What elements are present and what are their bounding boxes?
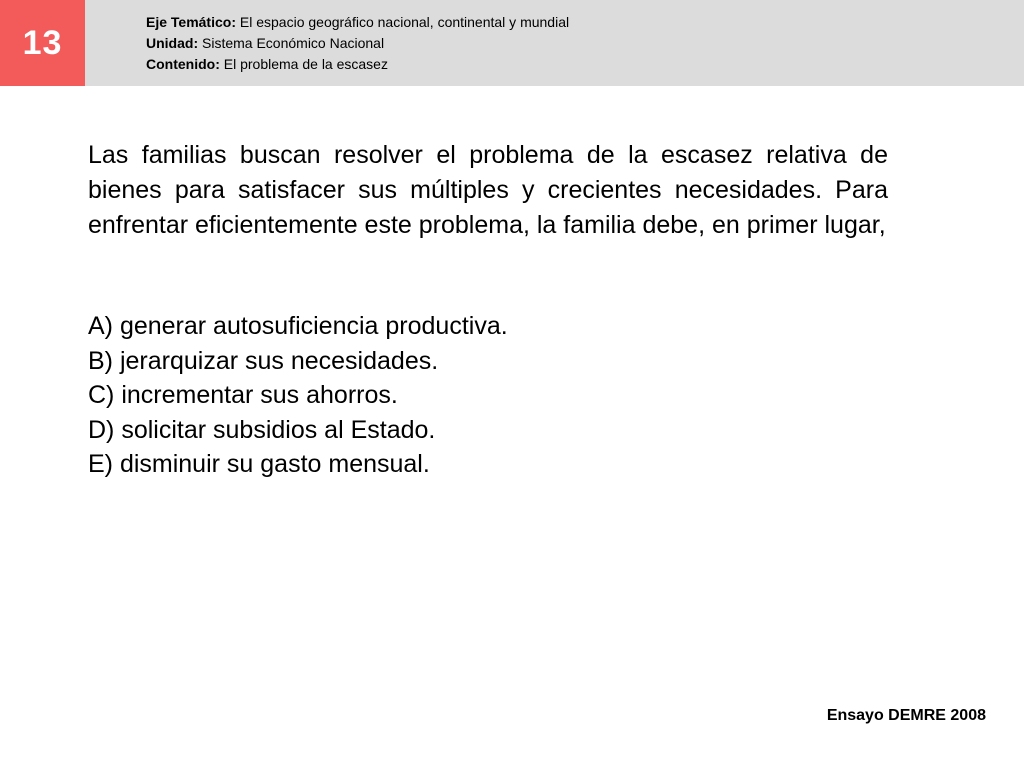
- meta-eje-tematico: [146, 12, 569, 33]
- question-stem: Las familias buscan resolver el problema de la escasez relativa de bienes para satisfacer sus múltiples y crecientes necesidades. Para enfrentar eficientemente este problema, la familia debe, en primer lugar,: [88, 141, 888, 239]
- option-c: C) incrementar sus ahorros.: [88, 381, 398, 409]
- meta-contenido: [146, 54, 569, 75]
- meta-value: El problema de la escasez: [219, 56, 388, 72]
- meta-unidad: [146, 33, 569, 54]
- option-d: D) solicitar subsidios al Estado.: [88, 415, 436, 444]
- answer-options: [88, 309, 888, 482]
- meta-value: Sistema Económico Nacional: [198, 35, 385, 51]
- option-e: E) disminuir su gasto mensual.: [88, 450, 430, 478]
- meta-key: Contenido:: [146, 56, 220, 72]
- header-metadata: [146, 12, 569, 75]
- option-a: A) generar autosuficiencia productiva.: [88, 312, 508, 340]
- meta-key: Eje Temático:: [146, 14, 236, 30]
- question-number: 13: [0, 0, 85, 86]
- meta-value: El espacio geográfico nacional, continental y mundial: [236, 14, 570, 30]
- source-label: Ensayo DEMRE 2008: [826, 707, 986, 724]
- option-b: B) jerarquizar sus necesidades.: [88, 346, 439, 375]
- meta-key: Unidad:: [146, 35, 199, 51]
